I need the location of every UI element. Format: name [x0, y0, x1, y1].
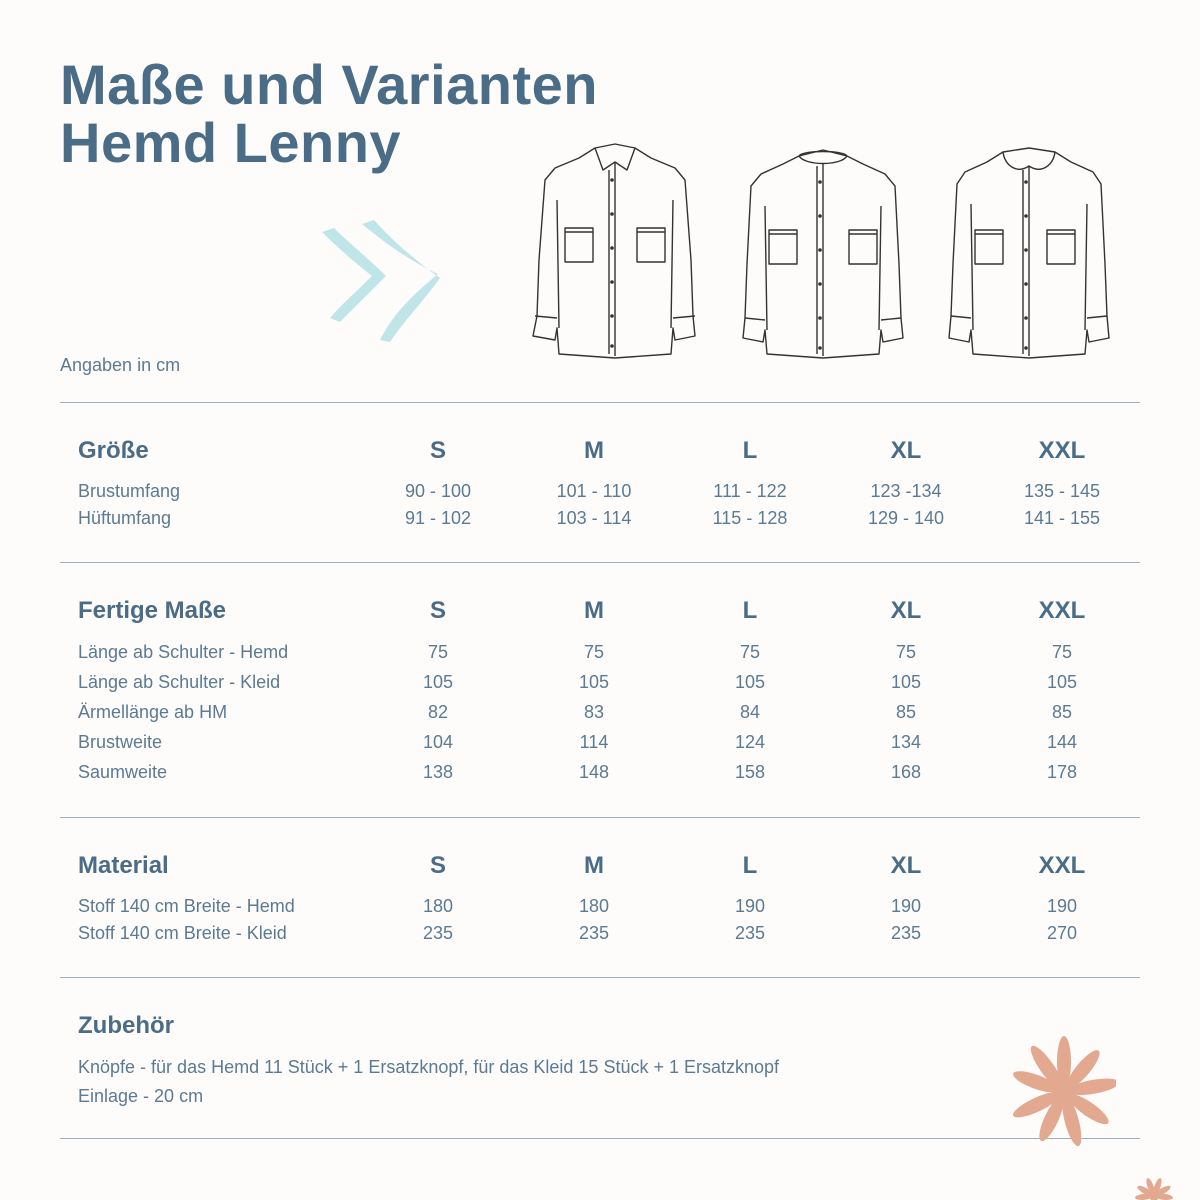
table-cell: 190 — [890, 896, 922, 916]
table-cell: 105 — [578, 672, 610, 692]
row-label: Brustumfang — [78, 481, 181, 501]
table-cell: 105 — [734, 672, 766, 692]
table-cell: 101 - 110 — [556, 481, 632, 501]
table-cell: 75 — [427, 642, 449, 662]
divider — [60, 562, 1140, 563]
units-note: Angaben in cm — [60, 355, 181, 375]
double-chevron-icon — [318, 218, 443, 343]
size-header: XL — [890, 597, 922, 624]
shirt-stand-collar-icon — [733, 146, 913, 366]
table-cell: 129 - 140 — [867, 508, 945, 528]
row-label: Hüftumfang — [78, 508, 172, 528]
size-header: L — [742, 437, 758, 464]
size-header: M — [584, 437, 604, 464]
table-cell: 75 — [583, 642, 605, 662]
size-header: XL — [890, 852, 922, 879]
table-cell: 190 — [734, 896, 766, 916]
size-header: XL — [890, 437, 922, 464]
table-cell: 90 - 100 — [404, 481, 472, 501]
table-cell: 135 - 145 — [1023, 481, 1101, 501]
section-title: Fertige Maße — [78, 597, 227, 624]
accessory-line: Knöpfe - für das Hemd 11 Stück + 1 Ersatzknopf, für das Kleid 15 Stück + 1 Ersatzknopf — [78, 1057, 780, 1077]
table-cell: 75 — [895, 642, 917, 662]
divider — [60, 817, 1140, 818]
table-cell: 91 - 102 — [404, 508, 472, 528]
table-cell: 111 - 122 — [713, 481, 787, 501]
table-cell: 105 — [422, 672, 454, 692]
table-cell: 105 — [890, 672, 922, 692]
table-cell: 83 — [583, 702, 605, 722]
shirt-collar-icon — [525, 140, 705, 365]
flower-icon — [1134, 1176, 1174, 1200]
size-header: S — [429, 852, 446, 879]
table-cell: 85 — [895, 702, 917, 722]
row-label: Länge ab Schulter - Kleid — [78, 672, 281, 692]
row-label: Stoff 140 cm Breite - Kleid — [78, 923, 287, 943]
divider — [60, 1138, 1140, 1139]
size-header: S — [429, 437, 446, 464]
size-header: L — [742, 597, 758, 624]
table-cell: 190 — [1046, 896, 1078, 916]
table-cell: 270 — [1046, 923, 1078, 943]
size-header: XXL — [1038, 437, 1086, 464]
table-cell: 158 — [734, 762, 766, 782]
table-cell: 105 — [1046, 672, 1078, 692]
table-cell: 180 — [422, 896, 454, 916]
accessory-line: Einlage - 20 cm — [78, 1086, 204, 1106]
section-title: Material — [78, 852, 169, 879]
table-cell: 75 — [739, 642, 761, 662]
table-cell: 141 - 155 — [1023, 508, 1101, 528]
table-cell: 85 — [1051, 702, 1073, 722]
shirt-round-collar-icon — [939, 144, 1119, 366]
table-cell: 180 — [578, 896, 610, 916]
table-cell: 123 -134 — [870, 481, 942, 501]
divider — [60, 402, 1140, 403]
table-cell: 144 — [1046, 732, 1078, 752]
page-title-line-1: Maße und Varianten — [60, 53, 598, 116]
table-cell: 235 — [734, 923, 766, 943]
row-label: Stoff 140 cm Breite - Hemd — [78, 896, 295, 916]
table-cell: 114 — [579, 732, 609, 752]
table-cell: 75 — [1051, 642, 1073, 662]
table-cell: 103 - 114 — [556, 508, 632, 528]
size-header: L — [742, 852, 758, 879]
table-cell: 115 - 128 — [712, 508, 788, 528]
table-cell: 235 — [890, 923, 922, 943]
table-cell: 104 — [422, 732, 454, 752]
table-cell: 84 — [739, 702, 761, 722]
size-header: M — [584, 852, 604, 879]
table-cell: 148 — [578, 762, 610, 782]
flower-icon — [1012, 1036, 1116, 1148]
section-title: Zubehör — [78, 1012, 174, 1039]
page-title-line-2: Hemd Lenny — [60, 111, 402, 174]
table-cell: 138 — [422, 762, 454, 782]
size-header: M — [584, 597, 604, 624]
row-label: Brustweite — [78, 732, 163, 752]
size-header: XXL — [1038, 852, 1086, 879]
row-label: Länge ab Schulter - Hemd — [78, 642, 289, 662]
divider — [60, 977, 1140, 978]
row-label: Saumweite — [78, 762, 168, 782]
table-cell: 82 — [427, 702, 449, 722]
size-header: XXL — [1038, 597, 1086, 624]
table-cell: 168 — [890, 762, 922, 782]
row-label: Ärmellänge ab HM — [78, 702, 228, 722]
table-cell: 134 — [890, 732, 922, 752]
table-cell: 178 — [1046, 762, 1078, 782]
table-cell: 235 — [422, 923, 454, 943]
table-cell: 124 — [734, 732, 766, 752]
table-cell: 235 — [578, 923, 610, 943]
section-title: Größe — [78, 437, 149, 464]
size-header: S — [429, 597, 446, 624]
page-title — [60, 53, 598, 174]
